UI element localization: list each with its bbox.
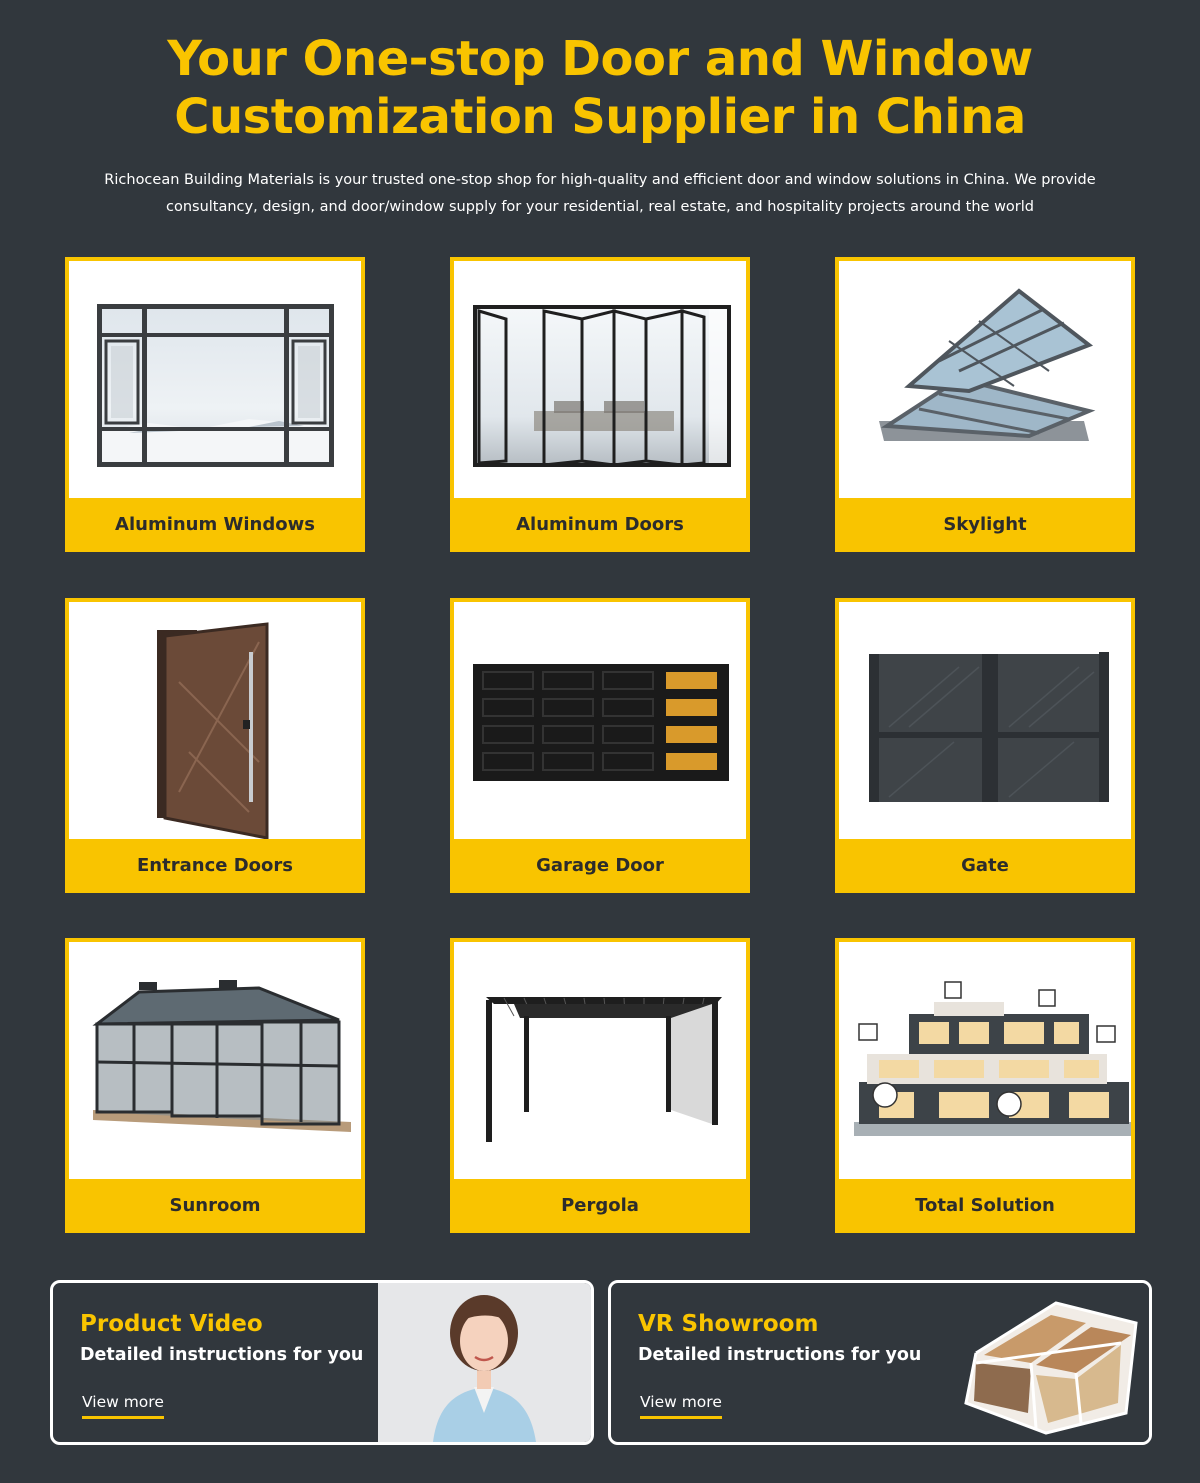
product-label: Sunroom — [169, 1195, 261, 1216]
product-card-garage-door[interactable] — [450, 598, 750, 893]
product-label: Aluminum Doors — [516, 514, 684, 535]
product-card-aluminum-doors[interactable] — [450, 257, 750, 552]
presenter-photo — [378, 1283, 591, 1445]
page-title-line-1: Your One-stop Door and Window — [167, 31, 1033, 87]
product-video-view-more-link[interactable]: View more — [82, 1393, 164, 1419]
product-card-entrance-doors[interactable] — [65, 598, 365, 893]
product-label: Total Solution — [915, 1195, 1055, 1216]
product-card-gate[interactable] — [835, 598, 1135, 893]
sunroom-image — [69, 942, 361, 1179]
intro-line-1: Richocean Building Materials is your trusted one-stop shop for high-quality and efficient door and window solutions in China. We provide — [104, 172, 1096, 188]
aluminum-window-image — [69, 261, 361, 498]
vr-showroom-subtitle: Detailed instructions for you — [638, 1345, 922, 1365]
vr-showroom-panel[interactable] — [608, 1280, 1152, 1445]
product-label: Gate — [961, 855, 1009, 876]
product-card-aluminum-windows[interactable] — [65, 257, 365, 552]
page-title — [0, 30, 1200, 146]
product-card-skylight[interactable] — [835, 257, 1135, 552]
gate-image — [839, 602, 1131, 839]
product-label: Skylight — [943, 514, 1027, 535]
garage-door-image — [454, 602, 746, 839]
vr-showroom-view-more-link[interactable]: View more — [640, 1393, 722, 1419]
product-label: Garage Door — [536, 855, 664, 876]
skylight-image — [839, 261, 1131, 498]
product-label: Aluminum Windows — [115, 514, 315, 535]
product-card-pergola[interactable] — [450, 938, 750, 1233]
intro-text — [80, 167, 1120, 221]
product-card-total-solution[interactable] — [835, 938, 1135, 1233]
pergola-image — [454, 942, 746, 1179]
product-video-panel[interactable] — [50, 1280, 594, 1445]
folding-door-image — [454, 261, 746, 498]
page-title-line-2: Customization Supplier in China — [174, 89, 1026, 145]
house-solution-image — [839, 942, 1131, 1179]
floorplan-3d-image — [936, 1283, 1149, 1445]
product-label: Pergola — [561, 1195, 639, 1216]
product-video-subtitle: Detailed instructions for you — [80, 1345, 364, 1365]
vr-showroom-title: VR Showroom — [638, 1311, 819, 1337]
pivot-door-image — [69, 602, 361, 839]
product-label: Entrance Doors — [137, 855, 293, 876]
intro-line-2: consultancy, design, and door/window supply for your residential, real estate, and hospitality projects around the world — [165, 199, 1034, 215]
product-card-sunroom[interactable] — [65, 938, 365, 1233]
product-video-title: Product Video — [80, 1311, 263, 1337]
